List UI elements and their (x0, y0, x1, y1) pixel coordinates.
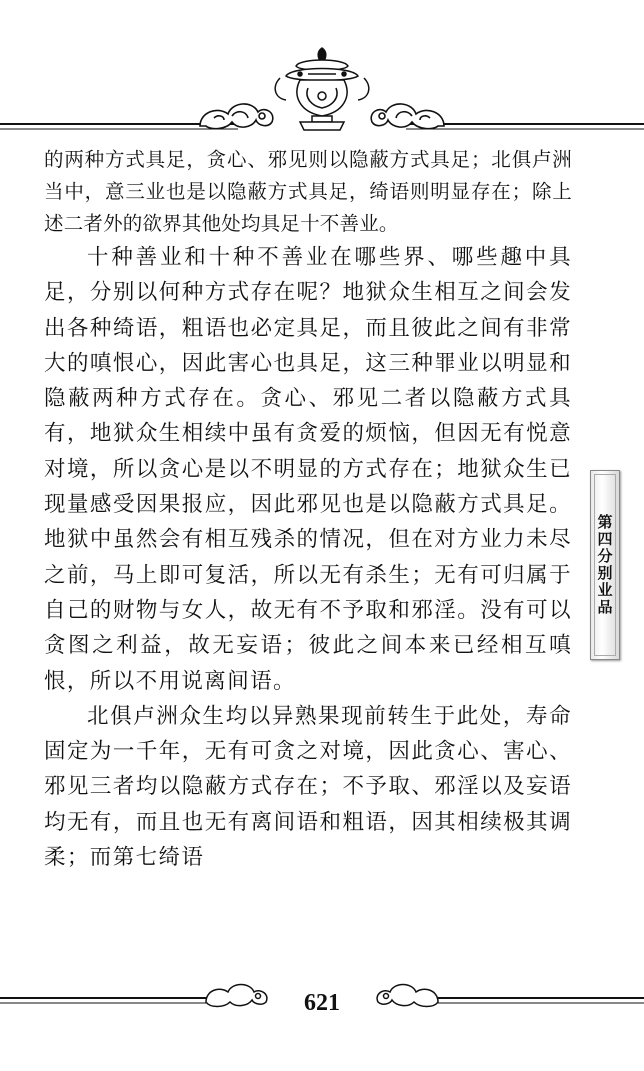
paragraph: 十种善业和十种不善业在哪些界、哪些趣中具足，分别以何种方式存在呢？地狱众生相互之间会发出各种绮语，粗语也必定具足，而且彼此之间有非常大的嗔恨心，因此害心也具足，这三种罪业以明显和隐蔽两种方式存在。贪心、邪见二者以隐蔽方式具有，地狱众生相续中虽有贪爱的烦恼，但因无有悦意对境，所以贪心是以不明显的方式存在；地狱众生已现量感受因果报应，因此邪见也是以隐蔽方式具足。地狱中虽然会有相互残杀的情况，但在对方业力未尽之前，马上即可复活，所以无有杀生；无有可归属于自己的财物与女人，故无有不予取和邪淫。没有可以贪图之利益，故无妄语；彼此之间本来已经相互嗔恨，所以不用说离间语。 (44, 245, 572, 694)
paragraph: 北俱卢洲众生均以异熟果现前转生于此处，寿命固定为一千年，无有可贪之对境，因此贪心、害心、邪见三者均以隐蔽方式存在；不予取、邪淫以及妄语均无有，而且也无有离间语和粗语，因其相续极其调柔；而第七绮语 (44, 703, 572, 871)
paragraph: 的两种方式具足，贪心、邪见则以隐蔽方式具足；北俱卢洲当中，意三业也是以隐蔽方式具足，绮语则明显存在；除上述二者外的欲界其他处均具足十不善业。 (44, 148, 572, 235)
side-tab-frame (594, 474, 616, 656)
body-text (44, 144, 572, 875)
page-number: 621 (304, 990, 340, 1016)
right-cloud-icon (371, 104, 444, 129)
header-ornament (0, 0, 644, 140)
left-cloud-icon (200, 104, 273, 129)
chapter-title: 第四分别业品 (595, 514, 614, 616)
vase-emblem-icon (275, 48, 369, 130)
chapter-side-tab (590, 470, 620, 660)
